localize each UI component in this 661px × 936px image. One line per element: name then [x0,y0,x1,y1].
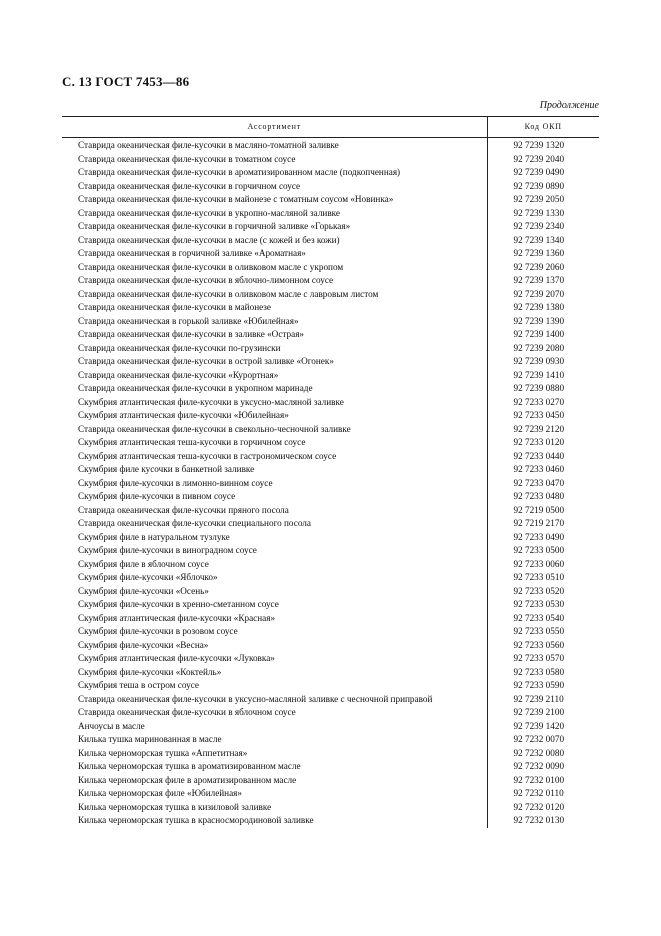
table-header [62,117,599,138]
okp-code-cell: 92 7219 0500 [487,504,599,518]
okp-code-cell: 92 7239 2340 [487,220,599,234]
product-name-cell: Ставрида океаническая филе-кусочки «Курортная» [78,369,279,380]
table-row [62,342,599,356]
table-row [62,585,599,599]
table-row [62,450,599,464]
okp-code-cell: 92 7239 0490 [487,166,599,180]
table-row [62,787,599,801]
okp-code-cell: 92 7239 1360 [487,247,599,261]
okp-code-cell: 92 7233 0540 [487,612,599,626]
product-name-cell: Ставрида океаническая филе-кусочки в масле (с кожей и без кожи) [78,234,340,245]
product-name-cell: Скумбрия филе кусочки в банкетной заливке [78,464,255,474]
okp-code-cell: 92 7239 2080 [487,342,599,356]
product-name-cell: Скумбрия атлантическая филе-кусочки «Красная» [78,612,276,623]
table-row [62,571,599,585]
table-row [62,612,599,626]
table-row [62,504,599,518]
product-name-cell: Ставрида океаническая в горькой заливке «Юбилейная» [78,315,299,326]
table-row [62,490,599,504]
product-name-cell: Ставрида океаническая филе-кусочки в уксусно-масляной заливке с чесночной приправой [78,693,433,704]
okp-code-cell: 92 7232 0120 [487,801,599,815]
product-name-cell: Килька черноморская тушка «Аппетитная» [78,747,248,758]
table-body [62,138,599,828]
okp-code-cell: 92 7239 1390 [487,315,599,329]
table-row [62,544,599,558]
table-row [62,193,599,207]
okp-code-cell: 92 7233 0530 [487,598,599,612]
okp-code-cell: 92 7233 0500 [487,544,599,558]
product-name-cell: Скумбрия филе-кусочки в лимонно-винном соусе [78,477,273,488]
product-name-cell: Скумбрия атлантическая теша-кусочки в гастрономическом соусе [78,450,337,461]
okp-code-cell: 92 7233 0060 [487,558,599,572]
table-row [62,207,599,221]
okp-code-cell: 92 7239 0930 [487,355,599,369]
product-name-cell: Ставрида океаническая филе-кусочки в майонезе [78,302,272,312]
product-name-cell: Ставрида океаническая в горчичной заливке «Ароматная» [78,248,306,258]
okp-code-cell: 92 7233 0560 [487,639,599,653]
product-name-cell: Ставрида океаническая филе-кусочки в майонезе с томатным соусом «Новинка» [78,194,394,204]
okp-code-cell: 92 7239 1320 [487,138,599,153]
okp-code-cell: 92 7239 1370 [487,274,599,288]
product-name-cell: Ставрида океаническая филе-кусочки в томатном соусе [78,153,296,164]
product-name-cell: Килька черноморская филе «Юбилейная» [78,788,243,798]
okp-code-cell: 92 7219 2170 [487,517,599,531]
product-name-cell: Ставрида океаническая филе-кусочки пряного посола [78,504,289,515]
okp-code-cell: 92 7239 0890 [487,180,599,194]
product-name-cell: Ставрида океаническая филе-кусочки в горчичной заливке «Горькая» [78,221,351,231]
okp-code-cell: 92 7239 2120 [487,423,599,437]
product-name-cell: Ставрида океаническая филе-кусочки в укропном маринаде [78,383,313,393]
product-name-cell: Скумбрия атлантическая филе-кусочки «Юбилейная» [78,410,289,420]
okp-code-cell: 92 7233 0270 [487,396,599,410]
okp-code-cell: 92 7233 0120 [487,436,599,450]
product-name-cell: Ставрида океаническая филе-кусочки в острой заливке «Огонек» [78,356,334,366]
table-row [62,261,599,275]
table-row [62,288,599,302]
okp-code-cell: 92 7232 0070 [487,733,599,747]
okp-code-cell: 92 7233 0480 [487,490,599,504]
product-name-cell: Ставрида океаническая филе-кусочки в ароматизированном масле (подкопченная) [78,167,401,177]
product-name-cell: Скумбрия филе в яблочном соусе [78,558,209,569]
okp-code-cell: 92 7233 0550 [487,625,599,639]
product-name-cell: Скумбрия атлантическая филе-кусочки в уксусно-масляной заливке [78,396,344,407]
table-row [62,814,599,828]
table-row [62,774,599,788]
table-row [62,477,599,491]
okp-code-cell: 92 7233 0580 [487,666,599,680]
table-row [62,369,599,383]
product-name-cell: Ставрида океаническая филе-кусочки в масляно-томатной заливке [78,140,339,150]
product-name-cell: Скумбрия филе-кусочки в хренно-сметанном соусе [78,599,279,609]
table-row [62,598,599,612]
okp-code-cell: 92 7232 0110 [487,787,599,801]
product-name-cell: Килька черноморская тушка в ароматизированном масле [78,761,301,771]
table-row [62,247,599,261]
product-name-cell: Ставрида океаническая филе-кусочки в оливковом масле с лавровым листом [78,288,379,299]
table-row [62,180,599,194]
product-name-cell: Ставрида океаническая филе-кусочки в горчичном соусе [78,180,301,191]
okp-code-cell: 92 7232 0080 [487,747,599,761]
product-name-cell: Ставрида океаническая филе-кусочки в заливке «Острая» [78,329,305,339]
table-row [62,423,599,437]
table-row [62,625,599,639]
product-name-cell: Скумбрия филе-кусочки в пивном соусе [78,491,236,501]
table-row [62,666,599,680]
table-row [62,639,599,653]
product-name-cell: Ставрида океаническая филе-кусочки специального посола [78,518,311,528]
okp-code-cell: 92 7239 2050 [487,193,599,207]
table-row [62,760,599,774]
table-row [62,693,599,707]
table-row [62,301,599,315]
table-row [62,801,599,815]
table-row [62,138,599,153]
okp-code-cell: 92 7239 1400 [487,328,599,342]
product-name-cell: Ставрида океаническая филе-кусочки в оливковом масле с укропом [78,261,344,272]
product-name-cell: Скумбрия филе в натуральном тузлуке [78,531,230,542]
table-row [62,355,599,369]
table-row [62,679,599,693]
table-row [62,558,599,572]
okp-code-cell: 92 7239 1340 [487,234,599,248]
okp-code-cell: 92 7232 0130 [487,814,599,828]
okp-code-cell: 92 7233 0590 [487,679,599,693]
assortment-table-container [62,116,599,828]
product-name-cell: Килька черноморская филе в ароматизированном масле [78,774,297,785]
table-row [62,733,599,747]
okp-code-cell: 92 7239 1420 [487,720,599,734]
product-name-cell: Скумбрия филе-кусочки в виноградном соусе [78,545,257,555]
okp-code-cell: 92 7239 2070 [487,288,599,302]
continuation-label: Продолжение [539,100,599,111]
okp-code-cell: 92 7232 0090 [487,760,599,774]
product-name-cell: Ставрида океаническая филе-кусочки в свекольно-чесночной заливке [78,423,351,434]
product-name-cell: Килька черноморская тушка в кизиловой заливке [78,801,272,812]
okp-code-cell: 92 7233 0440 [487,450,599,464]
okp-code-cell: 92 7233 0520 [487,585,599,599]
okp-code-cell: 92 7239 1330 [487,207,599,221]
okp-code-cell: 92 7239 2110 [487,693,599,707]
product-name-cell: Ставрида океаническая филе-кусочки в укропно-масляной заливке [78,207,340,218]
table-row [62,747,599,761]
okp-code-cell: 92 7239 1380 [487,301,599,315]
product-name-cell: Скумбрия атлантическая филе-кусочки «Луковка» [78,653,275,663]
table-row [62,382,599,396]
product-name-cell: Скумбрия филе-кусочки в розовом соусе [78,626,238,636]
product-name-cell: Скумбрия филе-кусочки «Весна» [78,639,209,650]
document-header-title: С. 13 ГОСТ 7453—86 [62,74,190,89]
column-header-okp-code: Код ОКП [487,117,599,138]
product-name-cell: Скумбрия теша в остром соусе [78,680,199,690]
column-header-assortment: Ассортимент [62,117,487,138]
table-row [62,531,599,545]
product-name-cell: Скумбрия филе-кусочки «Яблочко» [78,572,218,582]
table-row [62,315,599,329]
okp-code-cell: 92 7233 0510 [487,571,599,585]
table-row [62,153,599,167]
okp-code-cell: 92 7232 0100 [487,774,599,788]
product-name-cell: Скумбрия атлантическая теша-кусочки в горчичном соусе [78,437,306,447]
table-row [62,409,599,423]
table-row [62,720,599,734]
product-name-cell: Ставрида океаническая филе-кусочки в яблочном соусе [78,707,296,717]
table-row [62,166,599,180]
table-row [62,274,599,288]
table-row [62,396,599,410]
product-name-cell: Ставрида океаническая филе-кусочки в яблочно-лимонном соусе [78,275,334,285]
okp-code-cell: 92 7239 2100 [487,706,599,720]
product-name-cell: Килька тушка маринованная в масле [78,734,222,744]
okp-code-cell: 92 7239 1410 [487,369,599,383]
product-name-cell: Килька черноморская тушка в красносмородиновой заливке [78,815,314,825]
product-name-cell: Скумбрия филе-кусочки «Коктейль» [78,666,222,677]
product-name-cell: Скумбрия филе-кусочки «Осень» [78,585,209,596]
table-row [62,706,599,720]
table-row [62,328,599,342]
okp-code-cell: 92 7233 0490 [487,531,599,545]
table-row [62,517,599,531]
product-name-cell: Ставрида океаническая филе-кусочки по-грузински [78,342,281,353]
okp-code-cell: 92 7239 2040 [487,153,599,167]
assortment-table [62,116,599,828]
okp-code-cell: 92 7239 0880 [487,382,599,396]
okp-code-cell: 92 7233 0470 [487,477,599,491]
okp-code-cell: 92 7239 2060 [487,261,599,275]
table-row [62,220,599,234]
table-row [62,463,599,477]
table-row [62,652,599,666]
table-row [62,436,599,450]
table-row [62,234,599,248]
okp-code-cell: 92 7233 0450 [487,409,599,423]
product-name-cell: Анчоусы в масле [78,720,145,731]
okp-code-cell: 92 7233 0570 [487,652,599,666]
okp-code-cell: 92 7233 0460 [487,463,599,477]
